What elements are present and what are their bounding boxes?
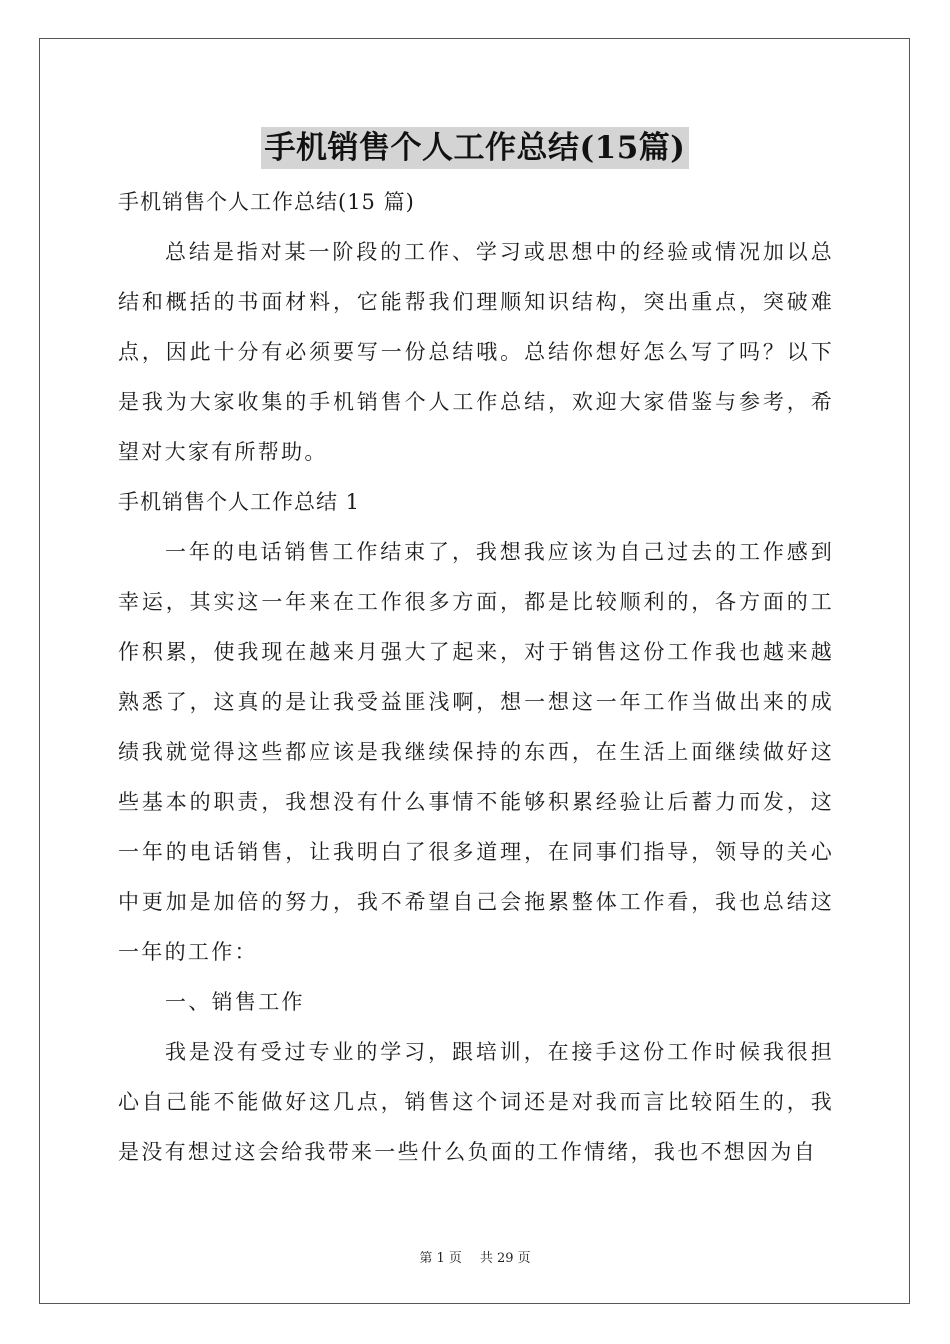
body-paragraph-2: 我是没有受过专业的学习，跟培训，在接手这份工作时候我很担心自己能不能做好这几点，销售这个词还是对我而言比较陌生的，我是没有想过这会给我带来一些什么负面的工作情绪，我也不想因为自 <box>118 1040 834 1164</box>
document-body <box>118 177 834 1177</box>
subheading-sales-work: 一、销售工作 <box>165 990 305 1014</box>
section-heading-1: 手机销售个人工作总结 1 <box>118 490 361 514</box>
intro-paragraph: 总结是指对某一阶段的工作、学习或思想中的经验或情况加以总结和概括的书面材料，它能帮我们理顺知识结构，突出重点，突破难点，因此十分有必须要写一份总结哦。总结你想好怎么写了吗？以下是我为大家收集的手机销售个人工作总结，欢迎大家借鉴与参考，希望对大家有所帮助。 <box>118 240 834 464</box>
document-subtitle: 手机销售个人工作总结(15 篇) <box>118 190 415 214</box>
page-total: 共 29 页 <box>479 1251 531 1266</box>
document-title: 手机销售个人工作总结(15篇) <box>261 127 690 169</box>
page-number: 第 1 页 <box>419 1251 462 1266</box>
page-footer <box>0 1247 950 1266</box>
title-container <box>0 127 950 169</box>
body-paragraph-1: 一年的电话销售工作结束了，我想我应该为自己过去的工作感到幸运，其实这一年来在工作很多方面，都是比较顺利的，各方面的工作积累，使我现在越来月强大了起来，对于销售这份工作我也越来越熟悉了，这真的是让我受益匪浅啊，想一想这一年工作当做出来的成绩我就觉得这些都应该是我继续保持的东西，在生活上面继续做好这些基本的职责，我想没有什么事情不能够积累经验让后蓄力而发，这一年的电话销售，让我明白了很多道理，在同事们指导，领导的关心中更加是加倍的努力，我不希望自己会拖累整体工作看，我也总结这一年的工作： <box>118 540 834 964</box>
